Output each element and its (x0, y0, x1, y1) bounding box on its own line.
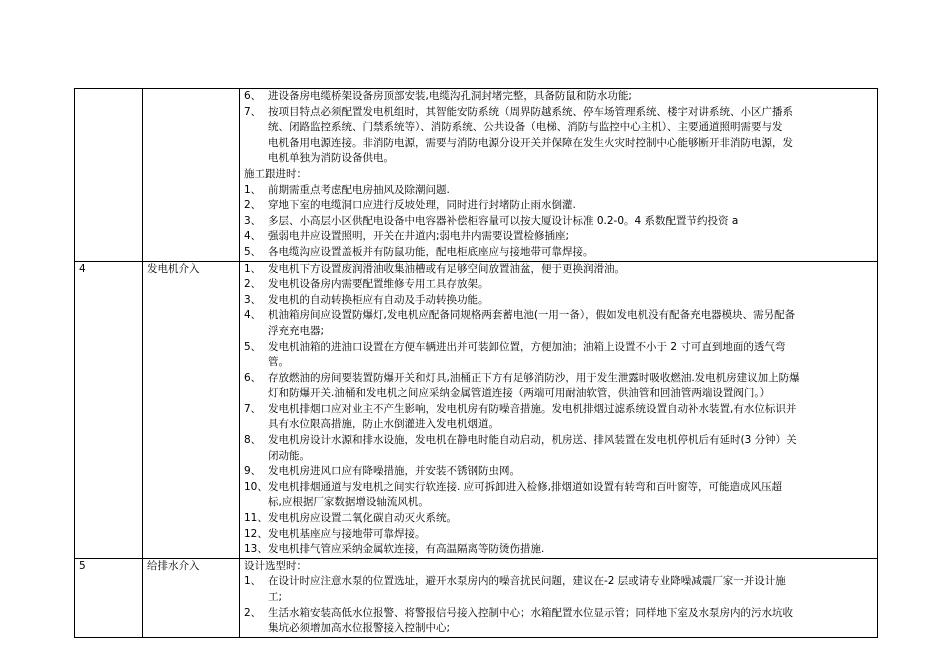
list-item-text (268, 183, 873, 199)
list-item-number: 2、 (244, 278, 262, 291)
text-line: 集坑必须增加高水位报警接入控制中心; (268, 622, 451, 635)
text-line: 浮充充电器; (268, 324, 325, 337)
text-line: 按项目特点必须配置发电机组时，其智能安防系统（周界防越系统、停车场管理系统、楼宇对讲系统、小区广播系 (268, 105, 793, 118)
text-line: 存放燃油的房间要装置防爆开关和灯具,油桶正下方有足够消防沙，用于发生泄露时吸收燃油.发电机房建议加上防爆 (268, 371, 800, 384)
content-table (74, 88, 878, 638)
list-item-number: 6、 (244, 371, 262, 384)
row-number-cell: 5 (75, 558, 143, 637)
section-heading: 设计选型时： (244, 559, 307, 572)
table-body (75, 89, 878, 638)
row-title-cell (143, 89, 240, 262)
list-item-text (268, 105, 873, 167)
text-line: 前期需重点考虑配电房抽风及除潮问题. (268, 183, 450, 196)
list-item-number: 2、 (244, 199, 262, 212)
list-item-text (268, 480, 873, 511)
list-item-number: 11、 (244, 512, 268, 525)
list-item (244, 198, 873, 214)
list-item (244, 527, 873, 543)
text-line: 多层、小高层小区供配电设备中电容器补偿柜容量可以按大厦设计标准 0.2-0。4 系数配置节约投资 a (268, 214, 739, 227)
list-item-text (268, 198, 873, 214)
list-item-text (268, 214, 873, 230)
list-item (244, 308, 873, 339)
text-line: 电机单独为消防设备供电。 (268, 152, 394, 165)
text-line: 统、闭路监控系统、门禁系统等）、消防系统、公共设备（电梯、消防与监控中心主机）、主要通道照明需要与发 (268, 121, 783, 134)
text-line: 发电机房进风口应有降噪措施，并安装不锈钢防虫网。 (268, 465, 520, 478)
list-item-number: 7、 (244, 105, 262, 118)
list-item-text (268, 511, 873, 527)
list-item (244, 229, 873, 245)
text-line: 发电机排烟口应对业主不产生影响，发电机房有防噪音措施。发电机排烟过滤系统设置自动补水装置,有水位标识并 (268, 402, 797, 415)
text-line: 在设计时应注意水泵的位置选址，避开水泵房内的噪音扰民问题，建议在-2 层或请专业降噪减震厂家一并设计施 (268, 575, 786, 588)
list-item-text (268, 262, 873, 278)
text-line: 发电机设备房内需要配置维修专用工具存放架。 (268, 278, 489, 291)
list-item-number: 10、 (244, 480, 268, 493)
section-heading: 施工跟进时： (244, 167, 307, 180)
list-item (244, 214, 873, 230)
list-item (244, 480, 873, 511)
list-item-text (268, 574, 873, 605)
list-item (244, 574, 873, 605)
list-item (244, 245, 873, 261)
list-item-number: 9、 (244, 465, 262, 478)
list-item-number: 4、 (244, 309, 262, 322)
list-item-text (268, 433, 873, 464)
text-line: 强弱电井应设置照明，开关在井道内;弱电井内需要设置检修插座; (268, 230, 570, 243)
list-item-text (268, 277, 873, 293)
list-item-text (268, 464, 873, 480)
text-line: 发电机排气管应采纳金属软连接，有高温隔离等防烫伤措施. (268, 543, 545, 556)
text-line: 管。 (268, 356, 289, 369)
list-item (244, 402, 873, 433)
list-item-text (268, 245, 873, 261)
text-line: 发电机房设计水源和排水设施，发电机在静电时能自动启动，机房送、排风装置在发电机停机后有延时(3 分钟）关 (268, 434, 797, 447)
list-item-text (268, 542, 873, 558)
table-row (75, 261, 878, 558)
text-line: 闭动能。 (268, 449, 310, 462)
list-item-text (268, 89, 873, 105)
list-item-number: 12、 (244, 527, 268, 540)
text-line: 穿地下室的电缆洞口应进行反坡处理，同时进行封堵防止雨水倒灌. (268, 199, 576, 212)
list-item (244, 340, 873, 371)
list-item (244, 105, 873, 167)
list-item (244, 89, 873, 105)
list-item-number: 13、 (244, 543, 268, 556)
text-line: 发电机基座应与接地带可靠焊接。 (268, 527, 426, 540)
text-line: 具有水位限高措施，防止水倒灌进入发电机烟道。 (268, 418, 499, 431)
text-line: 生活水箱安装高低水位报警、将警报信号接入控制中心；水箱配置水位显示管；同样地下室及水泵房内的污水坑收 (268, 606, 793, 619)
text-line: 各电缆沟应设置盖板并有防鼠功能，配电柜底座应与接地带可靠焊接。 (268, 245, 594, 258)
text-line: 发电机房应设置二氧化碳自动灭火系统。 (268, 512, 457, 525)
row-content-cell (240, 558, 878, 637)
row-number-cell: 4 (75, 261, 143, 558)
list-item-text (268, 293, 873, 309)
text-line: 工; (268, 591, 283, 603)
text-line: 发电机油箱的进油口设置在方便车辆进出并可装卸位置，方便加油；油箱上设置不小于 2 寸可直到地面的透气弯 (268, 340, 786, 353)
list-item (244, 371, 873, 402)
text-line: 发电机下方设置废润滑油收集油槽或有足够空间放置油盆，便于更换润滑油。 (268, 262, 625, 275)
text-line: 发电机的自动转换柜应有自动及手动转换功能。 (268, 293, 489, 306)
list-item-number: 6、 (244, 90, 262, 102)
list-item-text (268, 340, 873, 371)
list-item-number: 1、 (244, 183, 262, 196)
list-item-number: 4、 (244, 230, 262, 243)
row-title-cell: 发电机介入 (143, 261, 240, 558)
list-item (244, 433, 873, 464)
list-item-text (268, 229, 873, 245)
list-item (244, 542, 873, 558)
list-item (244, 464, 873, 480)
table-row (75, 89, 878, 262)
list-item (244, 277, 873, 293)
text-line: 灯和防爆开关.油桶和发电机之间应采纳金属管道连接（两端可用耐油软管，供油管和回油管两端设置阀门。） (268, 387, 771, 400)
table-row (75, 558, 878, 637)
text-line: 进设备房电缆桥架设备房顶部安装,电缆沟孔洞封堵完整，具备防鼠和防水功能; (268, 90, 632, 102)
row-content-cell (240, 89, 878, 262)
list-item-text (268, 371, 873, 402)
list-item (244, 183, 873, 199)
text-line: 机油箱房间应设置防爆灯,发电机应配备同规格两套蓄电池(一用一备），假如发电机没有配备充电器模块、需另配备 (268, 309, 796, 322)
list-item-text (268, 308, 873, 339)
list-item-number: 2、 (244, 606, 262, 619)
text-line: 标,应根据厂家数据增设轴流风机。 (268, 496, 429, 509)
text-line: 电机备用电源连接。非消防电源，需要与消防电源分设开关并保障在发生火灾时控制中心能够断开非消防电源，发 (268, 136, 793, 149)
list-item-number: 3、 (244, 293, 262, 306)
list-item-text (268, 606, 873, 637)
list-item (244, 606, 873, 637)
text-line: 发电机排烟通道与发电机之间实行软连接. 应可拆卸进入检修,排烟道如设置有转弯和百叶窗等，可能造成风压超 (268, 480, 783, 493)
row-number-cell (75, 89, 143, 262)
list-item-number: 5、 (244, 245, 262, 258)
list-item-text (268, 527, 873, 543)
list-item-number: 3、 (244, 214, 262, 227)
list-item (244, 262, 873, 278)
list-item-number: 8、 (244, 434, 262, 447)
list-item-number: 7、 (244, 402, 262, 415)
list-item-number: 1、 (244, 575, 262, 588)
row-title-cell: 给排水介入 (143, 558, 240, 637)
list-item (244, 293, 873, 309)
list-item-text (268, 402, 873, 433)
row-content-cell (240, 261, 878, 558)
list-item-number: 1、 (244, 262, 262, 275)
list-item-number: 5、 (244, 340, 262, 353)
list-item (244, 511, 873, 527)
